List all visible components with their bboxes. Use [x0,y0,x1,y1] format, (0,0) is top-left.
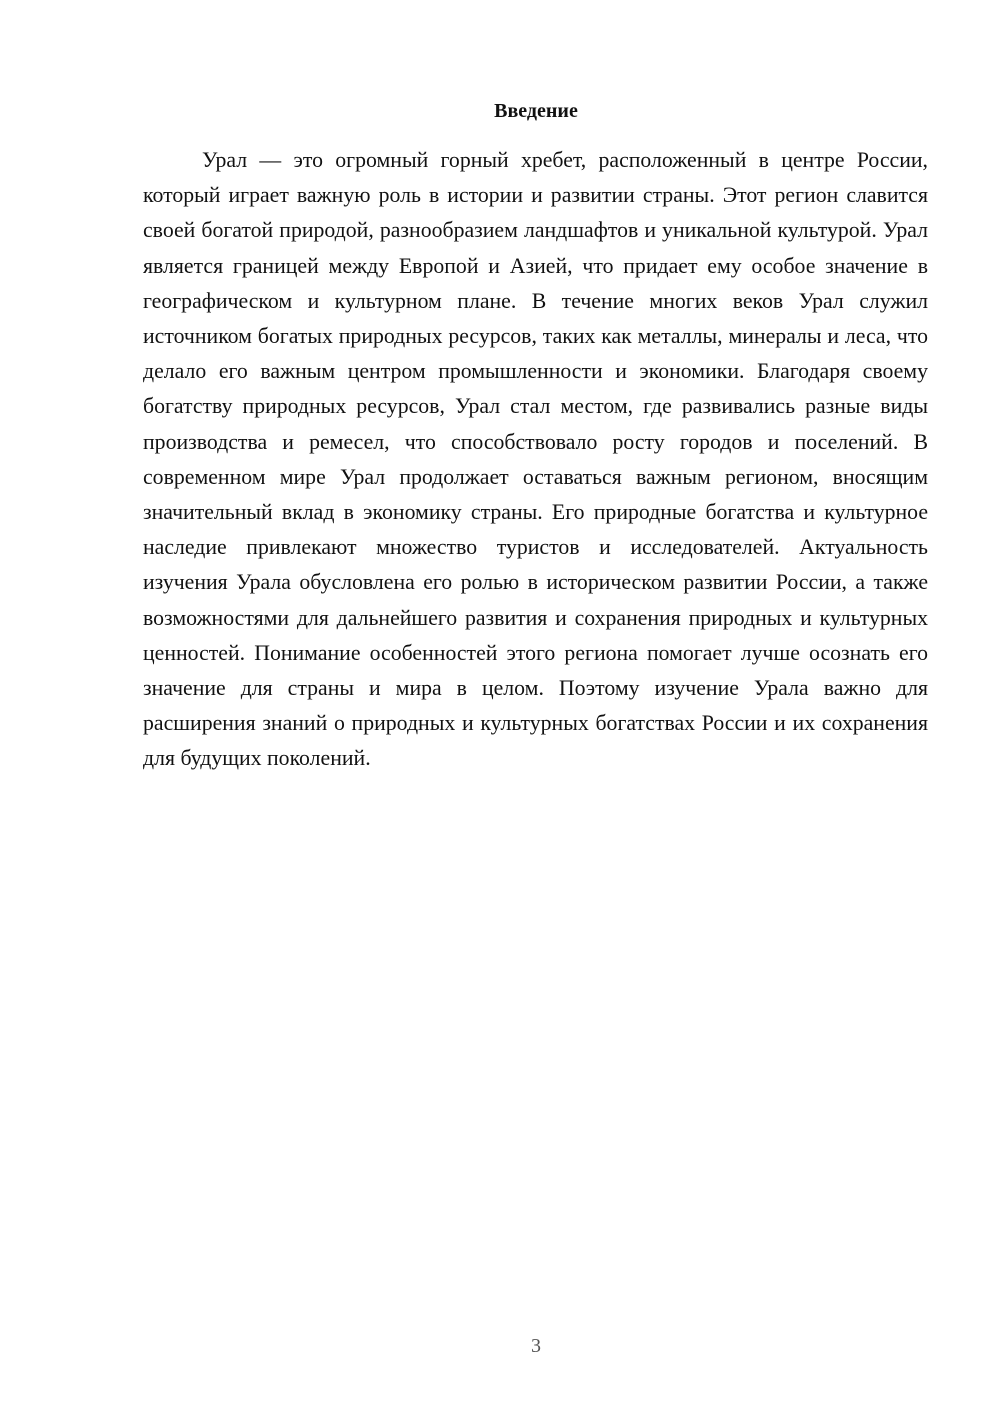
section-heading: Введение [494,100,578,122]
body-paragraph: Урал — это огромный горный хребет, расположенный в центре России, который играет важную роль в истории и развитии страны. Этот регион славится своей богатой природой, разнообразием ландшафтов и уникальной культурой. Урал является границей между Европой и Азией, что придает ему особое значение в географическом и культурном плане. В течение многих веков Урал служил источником богатых природных ресурсов, таких как металлы, минералы и леса, что делало его важным центром промышленности и экономики. Благодаря своему богатству природных ресурсов, Урал стал местом, где развивались разные виды производства и ремесел, что способствовало росту городов и поселений. В современном мире Урал продолжает оставаться важным регионом, вносящим значительный вклад в экономику страны. Его природные богатства и культурное наследие привлекают множество туристов и исследователей. Актуальность изучения Урала обусловлена его ролью в историческом развитии России, а также возможностями для дальнейшего развития и сохранения природных и культурных ценностей. Понимание особенностей этого региона помогает лучше осознать его значение для страны и мира в целом. Поэтому изучение Урала важно для расширения знаний о природных и культурных богатствах России и их сохранения для будущих поколений. [143,148,928,771]
page-number: 3 [531,1335,541,1357]
